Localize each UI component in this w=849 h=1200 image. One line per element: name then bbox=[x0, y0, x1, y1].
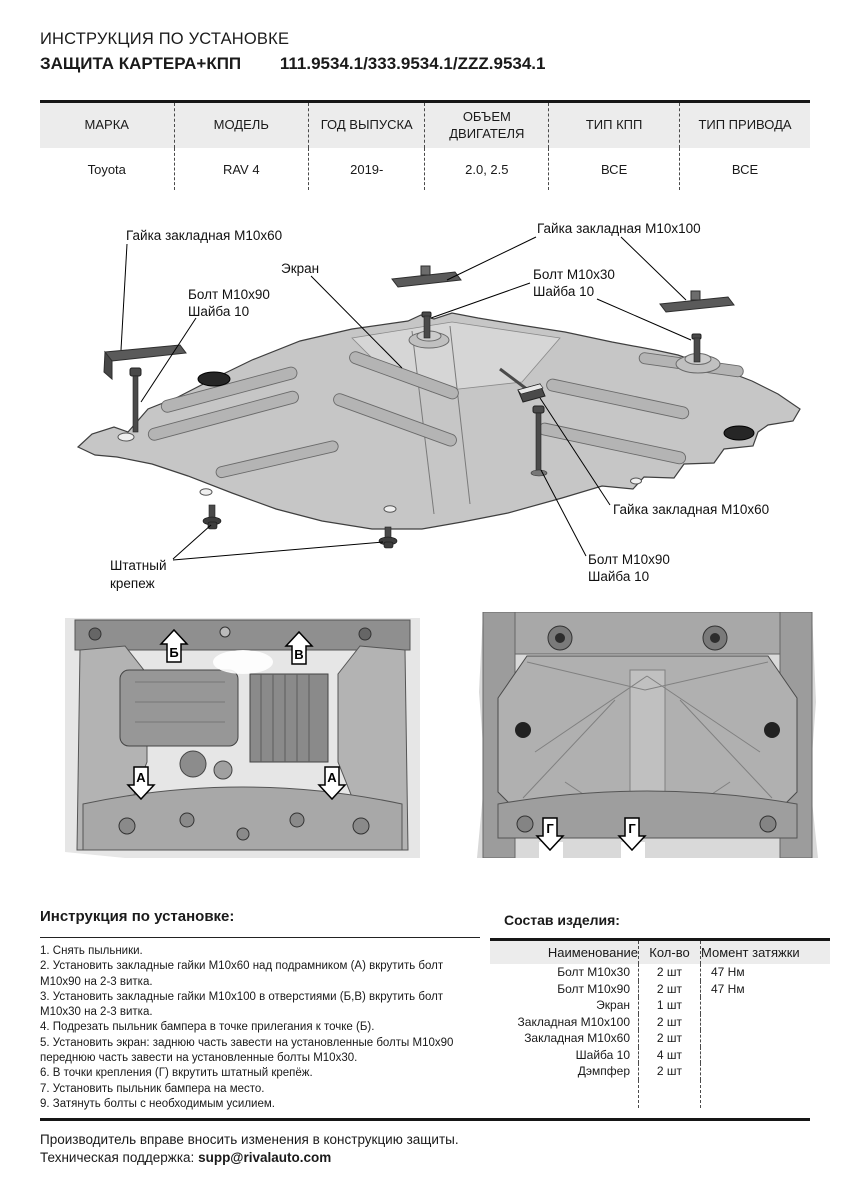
parts-cell: 4 шт bbox=[638, 1047, 700, 1064]
skid-plate-drawing bbox=[40, 215, 830, 600]
instruction-step: 1. Снять пыльники. bbox=[40, 945, 143, 957]
document-subtitle bbox=[40, 54, 545, 74]
spec-header-row bbox=[40, 102, 810, 149]
engine-sump bbox=[120, 670, 238, 746]
parts-row bbox=[490, 964, 830, 981]
parts-header-qty: Кол-во bbox=[638, 941, 700, 964]
parts-cell: Шайба 10 bbox=[575, 1047, 630, 1062]
document-title: ИНСТРУКЦИЯ ПО УСТАНОВКЕ bbox=[40, 30, 290, 48]
spec-value-gearbox: ВСЕ bbox=[549, 148, 680, 190]
vehicle-spec-table bbox=[40, 100, 810, 190]
callout-bolt-m10x30: Болт М10х30 bbox=[533, 267, 615, 282]
installation-instructions bbox=[40, 908, 480, 1112]
parts-table bbox=[490, 938, 830, 1108]
spec-header-engine: ОБЪЕМ ДВИГАТЕЛЯ bbox=[425, 102, 549, 149]
parts-cell: 2 шт bbox=[638, 981, 700, 998]
spec-header-drive: ТИП ПРИВОДА bbox=[680, 102, 810, 149]
spec-header-year: ГОД ВЫПУСКА bbox=[309, 102, 425, 149]
divider bbox=[40, 937, 480, 938]
plate-hole bbox=[200, 489, 212, 495]
callout-nut-m10x60-right: Гайка закладная М10х60 bbox=[613, 502, 770, 517]
parts-row bbox=[490, 1047, 830, 1064]
spec-value-engine: 2.0, 2.5 bbox=[425, 148, 549, 190]
instruction-step: 7. Установить пыльник бампера на место. bbox=[40, 1082, 265, 1095]
plate-hole bbox=[631, 478, 642, 484]
driveshaft-joint bbox=[180, 751, 206, 777]
spec-data-row bbox=[40, 148, 810, 190]
instruction-step: 9. Затянуть болты с необходимым усилием. bbox=[40, 1097, 275, 1110]
parts-cell: 2 шт bbox=[638, 1030, 700, 1047]
parts-cell bbox=[700, 1063, 830, 1080]
instruction-step: 3. Установить закладные гайки М10х100 в отверстиями (Б,В) вкрутить болт М10х30 на 2-3 витка. bbox=[40, 990, 444, 1019]
callout-nut-m10x100: Гайка закладная М10х100 bbox=[537, 221, 701, 236]
damper-plug bbox=[764, 722, 780, 738]
callout-washer-10-right: Шайба 10 bbox=[588, 569, 650, 584]
plate-hole bbox=[118, 433, 134, 441]
stock-fastener-bolt-1 bbox=[203, 505, 221, 529]
footer-support bbox=[40, 1150, 810, 1165]
parts-cell: Закладная М10х100 bbox=[517, 1014, 630, 1029]
product-name: ЗАЩИТА КАРТЕРА+КПП bbox=[40, 54, 242, 73]
spec-value-model: RAV 4 bbox=[174, 148, 308, 190]
parts-cell: Болт М10х30 bbox=[557, 965, 630, 979]
parts-rows bbox=[490, 964, 830, 1080]
exploded-diagram bbox=[40, 215, 830, 605]
callout-washer-10-top: Шайба 10 bbox=[533, 284, 595, 299]
callout-stock-fastener-2: крепеж bbox=[110, 576, 155, 591]
callout-stock-fastener-1: Штатный bbox=[110, 558, 167, 573]
bracket-nut-m10x100-right bbox=[660, 291, 734, 312]
instruction-step: 2. Установить закладные гайки М10х60 над подрамником (А) вкрутить болт М10х90 на 2-3 витка. bbox=[40, 960, 444, 988]
instructions-title: Инструкция по установке: bbox=[40, 908, 235, 925]
instruction-step: 5. Установить экран: заднюю часть завести на установленные болты М10х90 переднюю часть завести на установленные болты М10х30. bbox=[40, 1036, 454, 1064]
parts-header-row bbox=[490, 941, 830, 964]
document-footer bbox=[40, 1118, 810, 1165]
parts-cell: Дэмпфер bbox=[577, 1064, 630, 1078]
parts-cell: Закладная М10х60 bbox=[524, 1031, 630, 1045]
callout-nut-m10x60-top: Гайка закладная М10х60 bbox=[126, 228, 283, 243]
spec-value-marka: Toyota bbox=[87, 161, 126, 177]
svg-text:А: А bbox=[327, 770, 337, 785]
parts-row bbox=[490, 1014, 830, 1031]
parts-cell: Болт М10х90 bbox=[557, 981, 630, 996]
part-numbers: 111.9534.1/333.9534.1/ZZZ.9534.1 bbox=[279, 54, 546, 73]
photo-underbody-installed bbox=[465, 612, 830, 863]
damper-plug bbox=[198, 372, 230, 386]
stock-fastener-bolt-2 bbox=[379, 527, 397, 548]
damper-plug bbox=[515, 722, 531, 738]
callout-ekran: Экран bbox=[281, 261, 320, 276]
parts-cell: 47 Нм bbox=[700, 964, 830, 981]
parts-row bbox=[490, 1063, 830, 1080]
parts-row bbox=[490, 981, 830, 998]
instruction-step: 4. Подрезать пыльник бампера в точке прилегания к точке (Б). bbox=[40, 1021, 375, 1034]
callout-bolt-m10x90-right: Болт М10х90 bbox=[588, 552, 670, 567]
parts-filler-row bbox=[490, 1080, 830, 1108]
bracket-nut-m10x100-left bbox=[392, 266, 461, 287]
spec-value-year: 2019- bbox=[309, 148, 425, 190]
parts-cell: Экран bbox=[596, 998, 630, 1012]
parts-row bbox=[490, 1030, 830, 1047]
parts-cell bbox=[700, 1030, 830, 1047]
support-email: supp@rivalauto.com bbox=[198, 1150, 332, 1165]
svg-text:В: В bbox=[294, 647, 304, 662]
parts-cell: 2 шт bbox=[638, 964, 700, 981]
footer-divider bbox=[40, 1118, 810, 1121]
parts-header-torque: Момент затяжки bbox=[700, 941, 830, 964]
spec-value-drive: ВСЕ bbox=[680, 148, 810, 190]
svg-text:Б: Б bbox=[169, 645, 179, 660]
parts-cell bbox=[700, 997, 830, 1014]
parts-cell: 1 шт bbox=[638, 997, 700, 1014]
instruction-steps bbox=[40, 944, 480, 1112]
footer-disclaimer: Производитель вправе вносить изменения в конструкцию защиты. bbox=[40, 1132, 459, 1147]
parts-header-name: Наименование bbox=[547, 945, 638, 960]
svg-text:Г: Г bbox=[628, 821, 636, 836]
damper-plug bbox=[724, 426, 754, 440]
support-label: Техническая поддержка: bbox=[40, 1150, 195, 1165]
transmission bbox=[250, 674, 328, 762]
parts-cell: 2 шт bbox=[638, 1063, 700, 1080]
spec-header-model: МОДЕЛЬ bbox=[174, 102, 308, 149]
instruction-step: 6. В точки крепления (Г) вкрутить штатный крепёж. bbox=[40, 1067, 313, 1080]
parts-cell bbox=[700, 1047, 830, 1064]
parts-cell bbox=[700, 1014, 830, 1031]
bracket-nut-m10x60-left bbox=[104, 345, 186, 379]
parts-cell: 47 Нм bbox=[700, 981, 830, 998]
svg-text:Г: Г bbox=[546, 821, 554, 836]
spec-header-marka: МАРКА bbox=[40, 102, 174, 149]
callout-bolt-m10x90-left: Болт М10х90 bbox=[188, 287, 270, 302]
parts-title: Состав изделия: bbox=[504, 912, 620, 928]
callout-washer-10-left: Шайба 10 bbox=[188, 304, 250, 319]
parts-row bbox=[490, 997, 830, 1014]
spec-header-gearbox: ТИП КПП bbox=[549, 102, 680, 149]
photo-underbody-before bbox=[65, 612, 420, 863]
parts-cell: 2 шт bbox=[638, 1014, 700, 1031]
plate-hole bbox=[384, 506, 396, 512]
document-header bbox=[40, 30, 545, 74]
svg-text:А: А bbox=[136, 770, 146, 785]
parts-section bbox=[490, 912, 830, 1108]
